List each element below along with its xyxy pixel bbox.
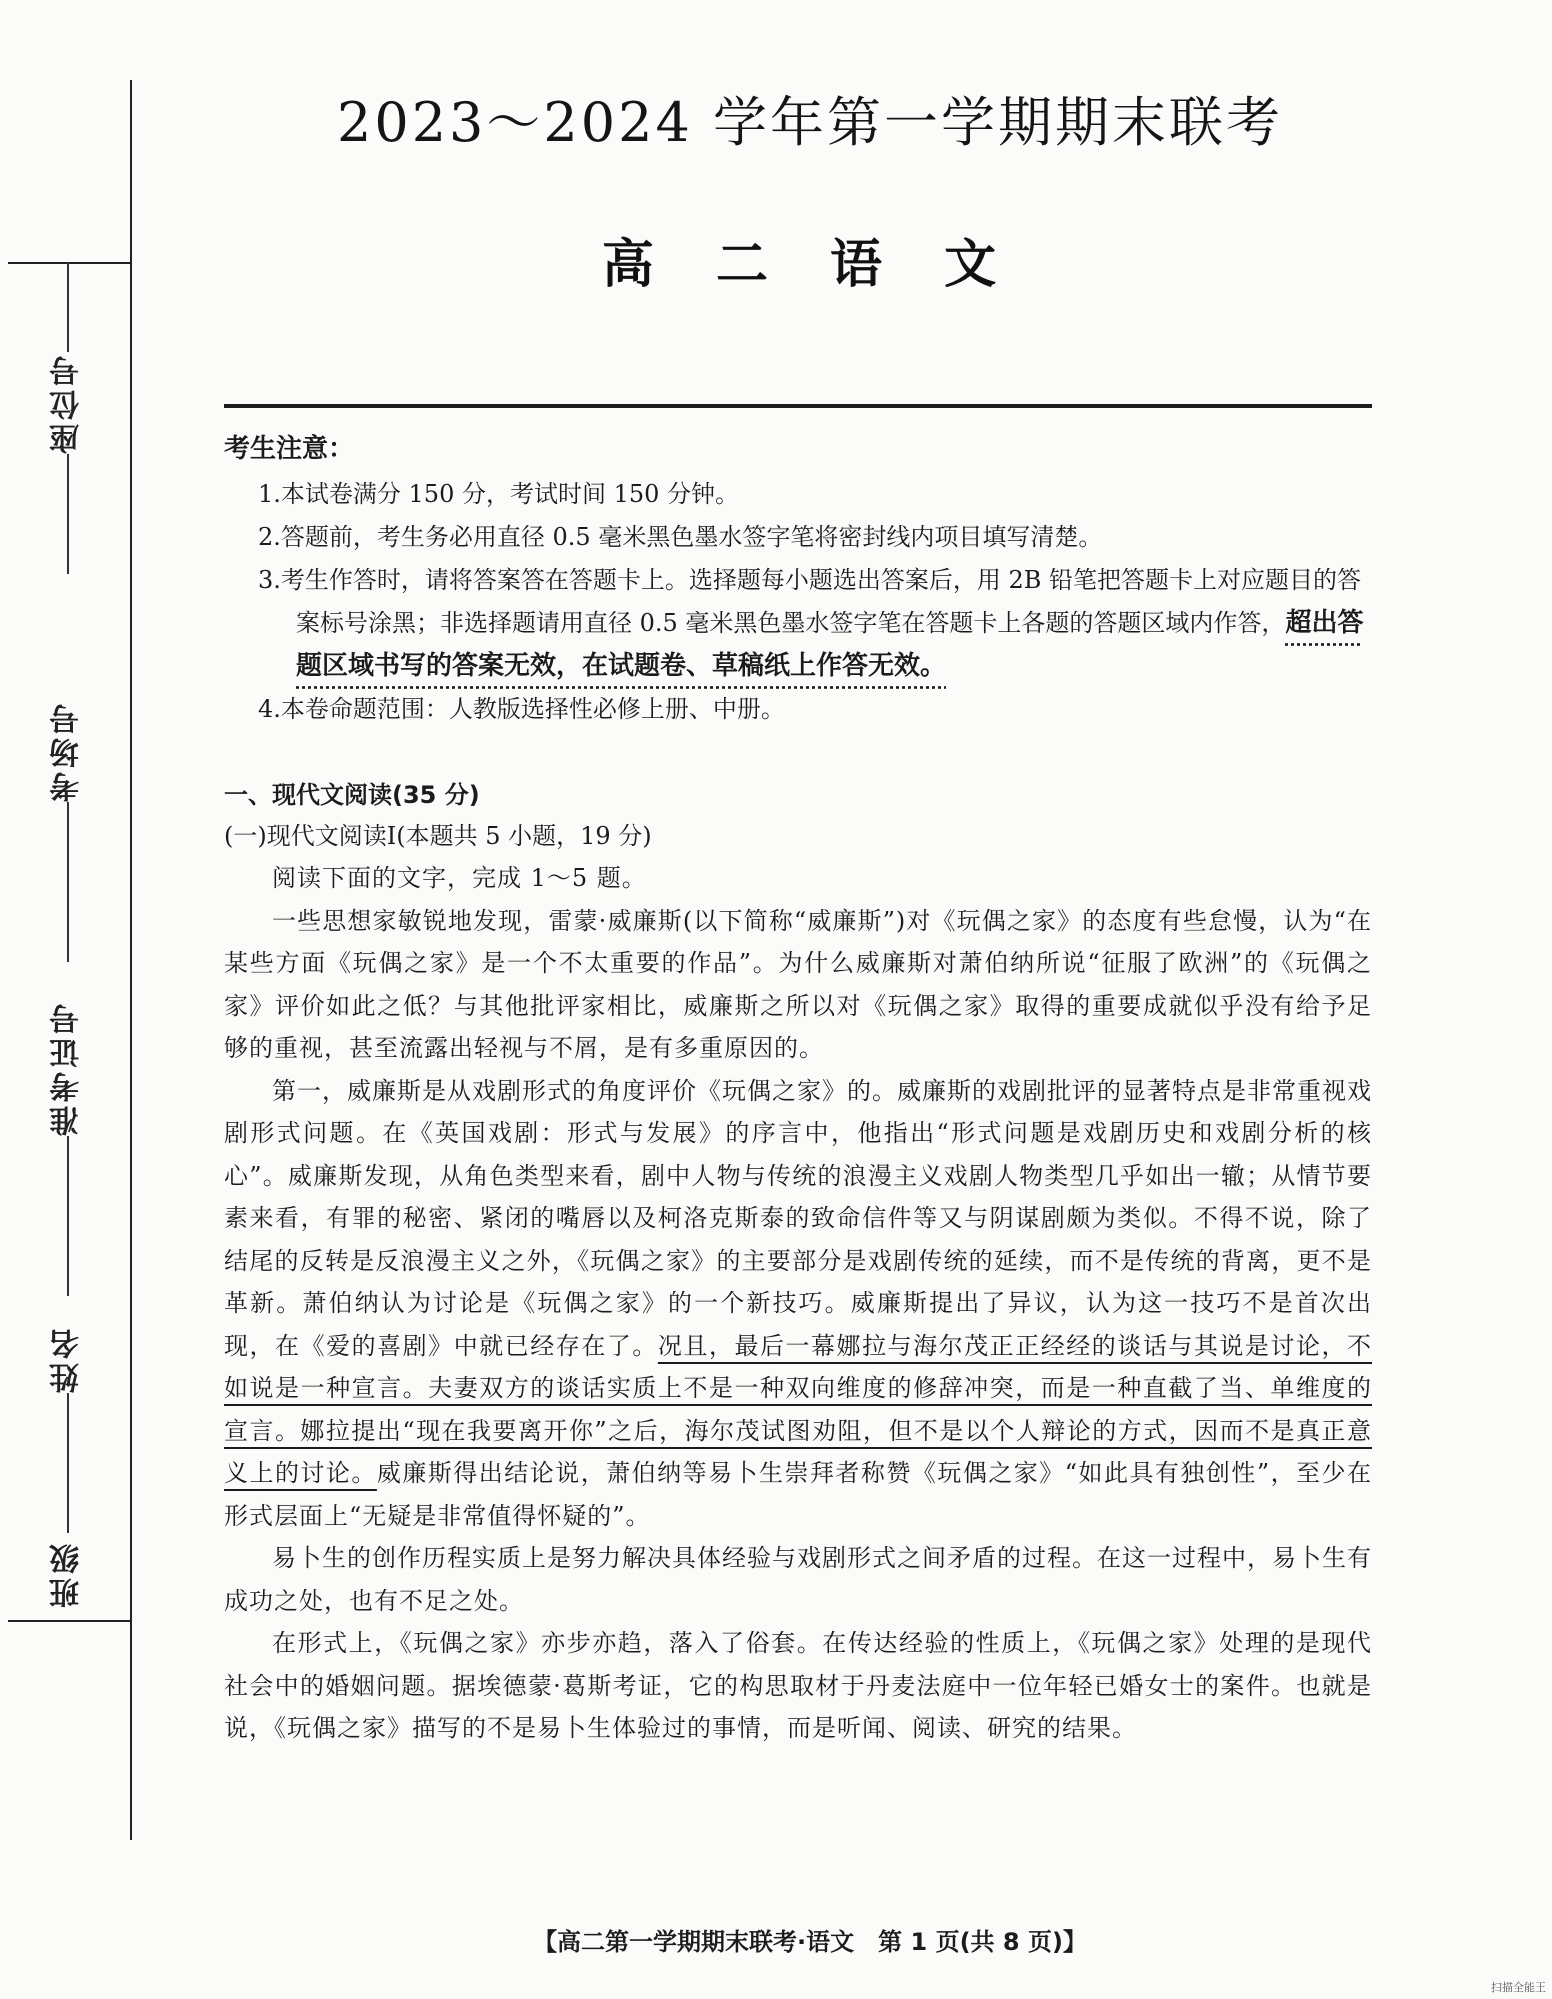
section-heading: 一、现代文阅读(35 分) <box>224 781 480 809</box>
subject-title: 高 二 语 文 <box>601 235 1019 295</box>
page-footer: 【高二第一学期期末联考·语文 第 1 页(共 8 页)】 <box>533 1928 1087 1956</box>
exam-content <box>224 418 1372 1750</box>
underlined-passage: 况且，最后一幕娜拉与海尔茂正正经经的谈话与其说是讨论，不如说是一种宣言。夫妻双方的谈话实质上不是一种双向维度的修辞冲突，而是一种直截了当、单维度的宣言。娜拉提出“现在我要离开你”之后，海尔茂试图劝阻，但不是以个人辩论的方式，因而不是真正意义上的讨论。 <box>224 1331 1373 1487</box>
passage-paragraph: 在形式上，《玩偶之家》亦步亦趋，落入了俗套。在传达经验的性质上，《玩偶之家》处理的是现代社会中的婚姻问题。据埃德蒙·葛斯考证，它的构思取材于丹麦法庭中一位年轻已婚女士的案件。也就是说，《玩偶之家》描写的不是易卜生体验过的事情，而是听闻、阅读、研究的结果。 <box>224 1629 1372 1742</box>
notice-item: 2.答题前，考生务必用直径 0.5 毫米黑色墨水签字笔将密封线内项目填写清楚。 <box>258 523 1103 551</box>
reading-instruction: 阅读下面的文字，完成 1～5 题。 <box>272 864 647 892</box>
binding-line-bottom <box>8 1620 130 1622</box>
notice-item <box>224 559 1372 688</box>
passage-paragraph: 易卜生的创作历程实质上是努力解决具体经验与戏剧形式之间矛盾的过程。在这一过程中，易卜生有成功之处，也有不足之处。 <box>224 1544 1372 1615</box>
binding-line <box>130 80 132 1840</box>
class-label: 班级 <box>50 1540 85 1608</box>
section-subheading: (一)现代文阅读Ⅰ(本题共 5 小题，19 分) <box>224 822 652 850</box>
notice-item: 4.本卷命题范围：人教版选择性必修上册、中册。 <box>258 695 785 723</box>
admission-number-label: 准考证号 <box>50 1000 85 1136</box>
exam-room-label: 考场号 <box>50 700 85 802</box>
passage-paragraph: 一些思想家敏锐地发现，雷蒙·威廉斯(以下简称“威廉斯”)对《玩偶之家》的态度有些怠慢，认为“在某些方面《玩偶之家》是一个不太重要的作品”。为什么威廉斯对萧伯纳所说“征服了欧洲”的《玩偶之家》评价如此之低？与其他批评家相比，威廉斯之所以对《玩偶之家》取得的重要成就似乎没有给予足够的重视，甚至流露出轻视与不屑，是有多重原因的。 <box>224 906 1372 1062</box>
notice-item-text: 3.考生作答时，请将答案答在答题卡上。选择题每小题选出答案后，用 2B 铅笔把答题卡上对应题目的答案标号涂黑；非选择题请用直径 0.5 毫米黑色墨水签字笔在答题卡上各题的答题区域内作答， <box>258 566 1362 637</box>
passage-text: 威廉斯得出结论说，萧伯纳等易卜生崇拜者称赞《玩偶之家》“如此具有独创性”，至少在形式层面上“无疑是非常值得怀疑的”。 <box>224 1459 1373 1530</box>
header-rule <box>224 404 1372 408</box>
scanner-watermark: 扫描全能王 <box>1491 1981 1546 1994</box>
notice-item: 1.本试卷满分 150 分，考试时间 150 分钟。 <box>258 480 740 508</box>
name-field <box>18 1325 118 1533</box>
admission-number-field <box>18 1000 118 1296</box>
name-label: 姓名 <box>50 1325 85 1393</box>
notice-heading: 考生注意： <box>224 434 355 464</box>
passage-paragraph <box>224 1070 1372 1538</box>
seat-number-label: 座位号 <box>50 352 85 454</box>
exam-title: 2023～2024 学年第一学期期末联考 <box>336 91 1283 154</box>
seat-number-field <box>18 262 118 574</box>
notice-emphasis: 超出答题区域书写的答案无效，在试题卷、草稿纸上作答无效。 <box>296 608 1364 681</box>
class-field <box>18 1540 118 1608</box>
exam-room-field <box>18 700 118 962</box>
passage-text: 第一，威廉斯是从戏剧形式的角度评价《玩偶之家》的。威廉斯的戏剧批评的显著特点是非常重视戏剧形式问题。在《英国戏剧：形式与发展》的序言中，他指出“形式问题是戏剧历史和戏剧分析的核心”。威廉斯发现，从角色类型来看，剧中人物与传统的浪漫主义戏剧人物类型几乎如出一辙；从情节要素来看，有罪的秘密、紧闭的嘴唇以及柯洛克斯泰的致命信件等又与阴谋剧颇为类似。不得不说，除了结尾的反转是反浪漫主义之外，《玩偶之家》的主要部分是戏剧传统的延续，而不是传统的背离，更不是革新。萧伯纳认为讨论是《玩偶之家》的一个新技巧。威廉斯提出了异议，认为这一技巧不是首次出现，在《爱的喜剧》中就已经存在了。 <box>224 1076 1372 1360</box>
